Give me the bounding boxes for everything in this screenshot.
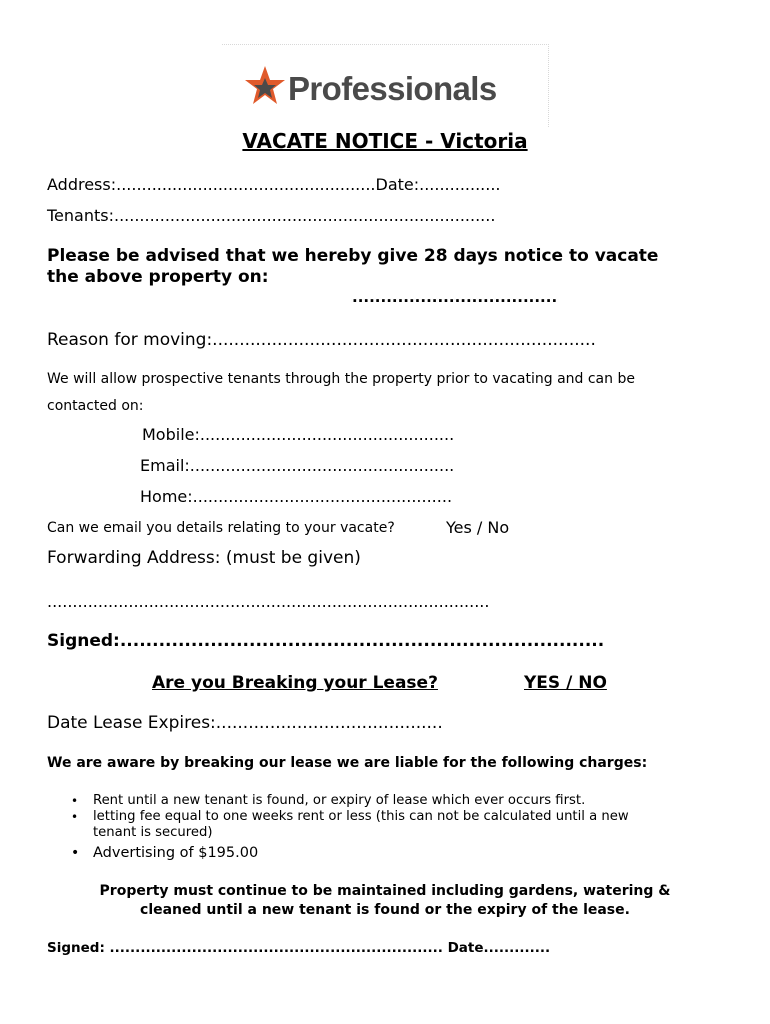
forwarding-address-label: Forwarding Address: (must be given) <box>47 548 361 568</box>
bullet-icon: • <box>71 794 79 808</box>
maintenance-notice-line-2: cleaned until a new tenant is found or the expiry of the lease. <box>140 902 630 918</box>
charge-item-letting-fee: letting fee equal to one weeks rent or less (this can not be calculated until a new <box>93 809 629 824</box>
reason-for-moving-line[interactable]: Reason for moving:....................................................................... <box>47 330 596 350</box>
charge-item-rent: Rent until a new tenant is found, or expiry of lease which ever occurs first. <box>93 793 586 808</box>
breaking-lease-question: Are you Breaking your Lease? <box>152 673 438 693</box>
maintenance-notice-line-1: Property must continue to be maintained including gardens, watering & <box>99 883 671 899</box>
logo-wordmark: Professionals <box>288 70 497 107</box>
bullet-icon: • <box>71 810 79 824</box>
email-question: Can we email you details relating to your vacate? <box>47 520 395 536</box>
advised-line-2: the above property on: <box>47 267 269 287</box>
star-logo-icon <box>243 64 287 108</box>
vacate-date-field[interactable]: .................................... <box>352 288 558 306</box>
home-field[interactable]: Home:................................................... <box>140 487 453 506</box>
signed-line[interactable]: Signed:........................................................................... <box>47 631 605 651</box>
allow-line-2: contacted on: <box>47 398 144 414</box>
email-yes-no-choice[interactable]: Yes / No <box>446 518 510 537</box>
allow-line-1: We will allow prospective tenants through the property prior to vacating and can be <box>47 371 635 387</box>
page-title: VACATE NOTICE - Victoria <box>242 129 528 153</box>
advised-line-1: Please be advised that we hereby give 28 days notice to vacate <box>47 246 659 266</box>
bullet-icon: • <box>71 845 80 861</box>
mobile-field[interactable]: Mobile:.................................................. <box>142 425 455 444</box>
maintenance-notice <box>40 882 730 920</box>
charge-item-letting-fee-cont: tenant is secured) <box>93 825 213 840</box>
breaking-lease-yes-no[interactable]: YES / NO <box>524 673 607 693</box>
date-lease-expires-line[interactable]: Date Lease Expires:.......................................... <box>47 713 443 733</box>
tenants-line[interactable]: Tenants:........................................................................... <box>47 206 496 225</box>
address-date-line[interactable]: Address:...................................................Date:................ <box>47 175 501 194</box>
forwarding-address-field[interactable]: ....................................................................................... <box>47 592 490 611</box>
charge-item-advertising: Advertising of $195.00 <box>93 845 259 861</box>
footer-signed-date-line[interactable]: Signed: ................................................................. Date............. <box>47 940 551 956</box>
charges-heading: We are aware by breaking our lease we are liable for the following charges: <box>47 755 648 771</box>
email-field[interactable]: Email:.................................................... <box>140 456 455 475</box>
